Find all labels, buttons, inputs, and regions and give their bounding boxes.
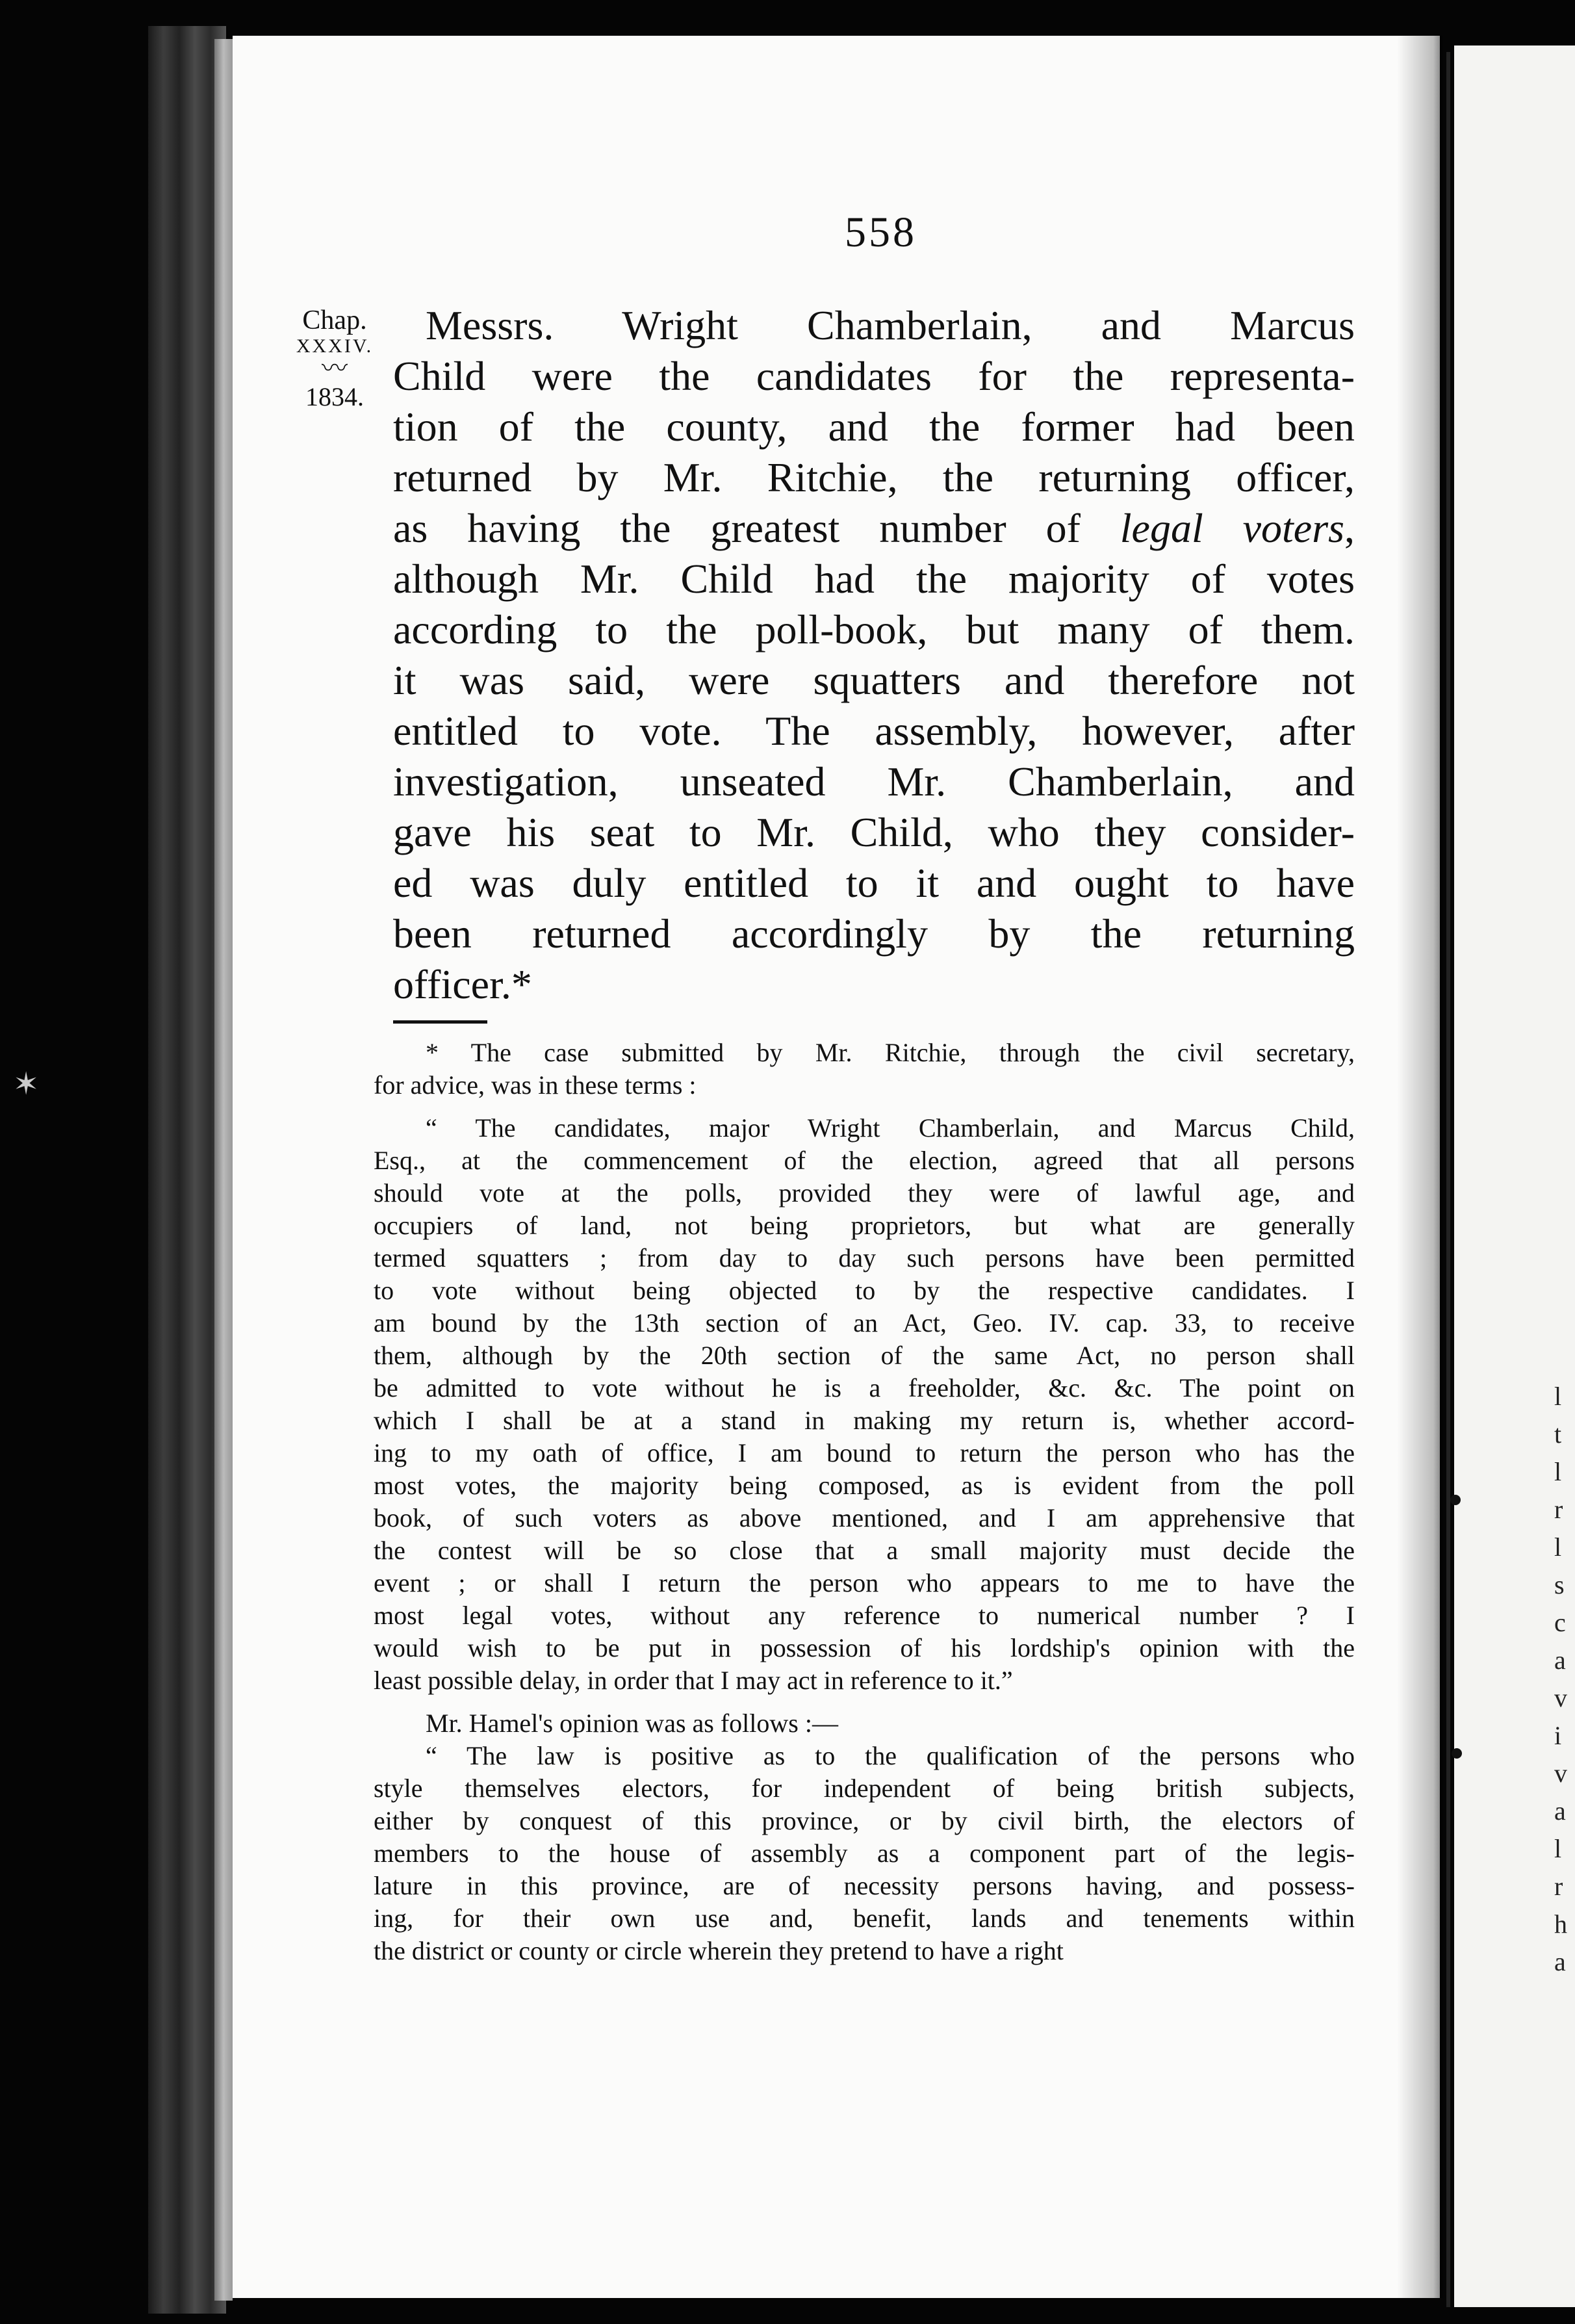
body-line: Messrs. Wright Chamberlain, and Marcus: [426, 302, 1355, 348]
body-line: Child were the candidates for the representa-: [393, 353, 1355, 399]
footnote-spacer: [374, 1102, 1355, 1112]
facing-page-text: [1554, 1378, 1574, 1981]
gutter-line: [1446, 52, 1450, 2307]
facing-page-letter: h: [1554, 1909, 1567, 1939]
footnote-line: lature in this province, are of necessity persons having, and possess-: [374, 1871, 1355, 1900]
footnote-line: style themselves electors, for independent of being british subjects,: [374, 1774, 1355, 1803]
chapter-label: Chap.: [302, 305, 367, 335]
footnote-line: ing to my oath of office, I am bound to return the person who has the: [374, 1438, 1355, 1467]
footnote-line: * The case submitted by Mr. Ritchie, through the civil secretary,: [426, 1038, 1355, 1067]
facing-page-letter: a: [1554, 1796, 1566, 1826]
footnote-line: the contest will be so close that a small majority must decide the: [374, 1536, 1355, 1565]
footnote-line: most legal votes, without any reference to numerical number ? I: [374, 1601, 1355, 1630]
margin-note: [286, 305, 383, 411]
footnote-line: should vote at the polls, provided they were of lawful age, and: [374, 1178, 1355, 1207]
facing-page-letter: l: [1554, 1382, 1562, 1411]
footnote-line: ing, for their own use and, benefit, lands and tenements within: [374, 1904, 1355, 1933]
facing-page-letter: v: [1554, 1759, 1567, 1788]
facing-page-letter: s: [1554, 1570, 1565, 1599]
body-line: it was said, were squatters and therefore not: [393, 657, 1355, 703]
footnote-line: most votes, the majority being composed, as is evident from the poll: [374, 1471, 1355, 1500]
facing-page-letter: t: [1554, 1419, 1562, 1449]
body-line: tion of the county, and the former had been: [393, 404, 1355, 450]
body-line: ed was duly entitled to it and ought to have: [393, 860, 1355, 906]
page-edge: [214, 39, 233, 2301]
binding-hole: [1450, 1495, 1461, 1505]
scan-speck: ✶: [13, 1067, 40, 1102]
body-line: according to the poll-book, but many of them.: [393, 606, 1355, 652]
facing-page-letter: i: [1554, 1721, 1562, 1750]
chapter-number: XXXIV.: [296, 335, 374, 357]
footnote-line: Mr. Hamel's opinion was as follows :—: [426, 1709, 838, 1738]
footnote-line: am bound by the 13th section of an Act, Geo. IV. cap. 33, to receive: [374, 1308, 1355, 1337]
footnote-line: the district or county or circle wherein they pretend to have a right: [374, 1936, 1064, 1965]
footnote-line: for advice, was in these terms :: [374, 1070, 697, 1100]
year-note: 1834.: [305, 382, 364, 412]
footnote-line: to vote without being objected to by the respective candidates. I: [374, 1276, 1355, 1305]
facing-page-letter: r: [1554, 1872, 1563, 1901]
body-line: entitled to vote. The assembly, however, after: [393, 708, 1355, 754]
body-line: gave his seat to Mr. Child, who they consider-: [393, 809, 1355, 855]
footnote-rule: [393, 1020, 487, 1024]
facing-page-letter: r: [1554, 1495, 1563, 1524]
body-line: investigation, unseated Mr. Chamberlain, and: [393, 758, 1355, 805]
footnote-line: event ; or shall I return the person who appears to me to have the: [374, 1568, 1355, 1597]
squiggle-ornament: 〰: [322, 354, 348, 383]
binding-hole: [1452, 1748, 1462, 1759]
footnote-line: either by conquest of this province, or by civil birth, the electors of: [374, 1806, 1355, 1835]
footnote-line: would wish to be put in possession of his lordship's opinion with the: [374, 1633, 1355, 1662]
footnote-line: Esq., at the commencement of the election, agreed that all persons: [374, 1146, 1355, 1175]
body-paragraph: [393, 300, 1355, 1010]
gutter-shadow: [1397, 36, 1442, 2298]
footnote-line: occupiers of land, not being proprietors, but what are generally: [374, 1211, 1355, 1240]
facing-page-letter: l: [1554, 1457, 1562, 1486]
footnote-line: termed squatters ; from day to day such persons have been permitted: [374, 1243, 1355, 1272]
footnote-spacer: [374, 1697, 1355, 1707]
footnote-line: members to the house of assembly as a component part of the legis-: [374, 1839, 1355, 1868]
facing-page-letter: a: [1554, 1947, 1566, 1976]
body-line: as having the greatest number of legal voters,: [393, 505, 1355, 551]
body-line: although Mr. Child had the majority of votes: [393, 556, 1355, 602]
footnote-line: book, of such voters as above mentioned, and I am apprehensive that: [374, 1503, 1355, 1532]
footnote-line: least possible delay, in order that I may act in reference to it.”: [374, 1666, 1013, 1695]
page-number: 558: [845, 209, 917, 256]
body-line: returned by Mr. Ritchie, the returning officer,: [393, 454, 1355, 500]
facing-page-letter: v: [1554, 1683, 1567, 1712]
footnote-line: which I shall be at a stand in making my return is, whether accord-: [374, 1406, 1355, 1435]
footnote-line: be admitted to vote without he is a freeholder, &c. &c. The point on: [374, 1373, 1355, 1402]
facing-page-letter: c: [1554, 1608, 1566, 1637]
footnote-block: [374, 1037, 1355, 1967]
facing-page-letter: a: [1554, 1646, 1566, 1675]
facing-page-letter: l: [1554, 1834, 1562, 1863]
footnote-line: “ The law is positive as to the qualification of the persons who: [426, 1741, 1355, 1770]
facing-page-letter: l: [1554, 1532, 1562, 1562]
body-line: officer.*: [393, 961, 532, 1007]
footnote-line: “ The candidates, major Wright Chamberlain, and Marcus Child,: [426, 1113, 1355, 1143]
body-line: been returned accordingly by the returning: [393, 910, 1355, 957]
footnote-line: them, although by the 20th section of the same Act, no person shall: [374, 1341, 1355, 1370]
